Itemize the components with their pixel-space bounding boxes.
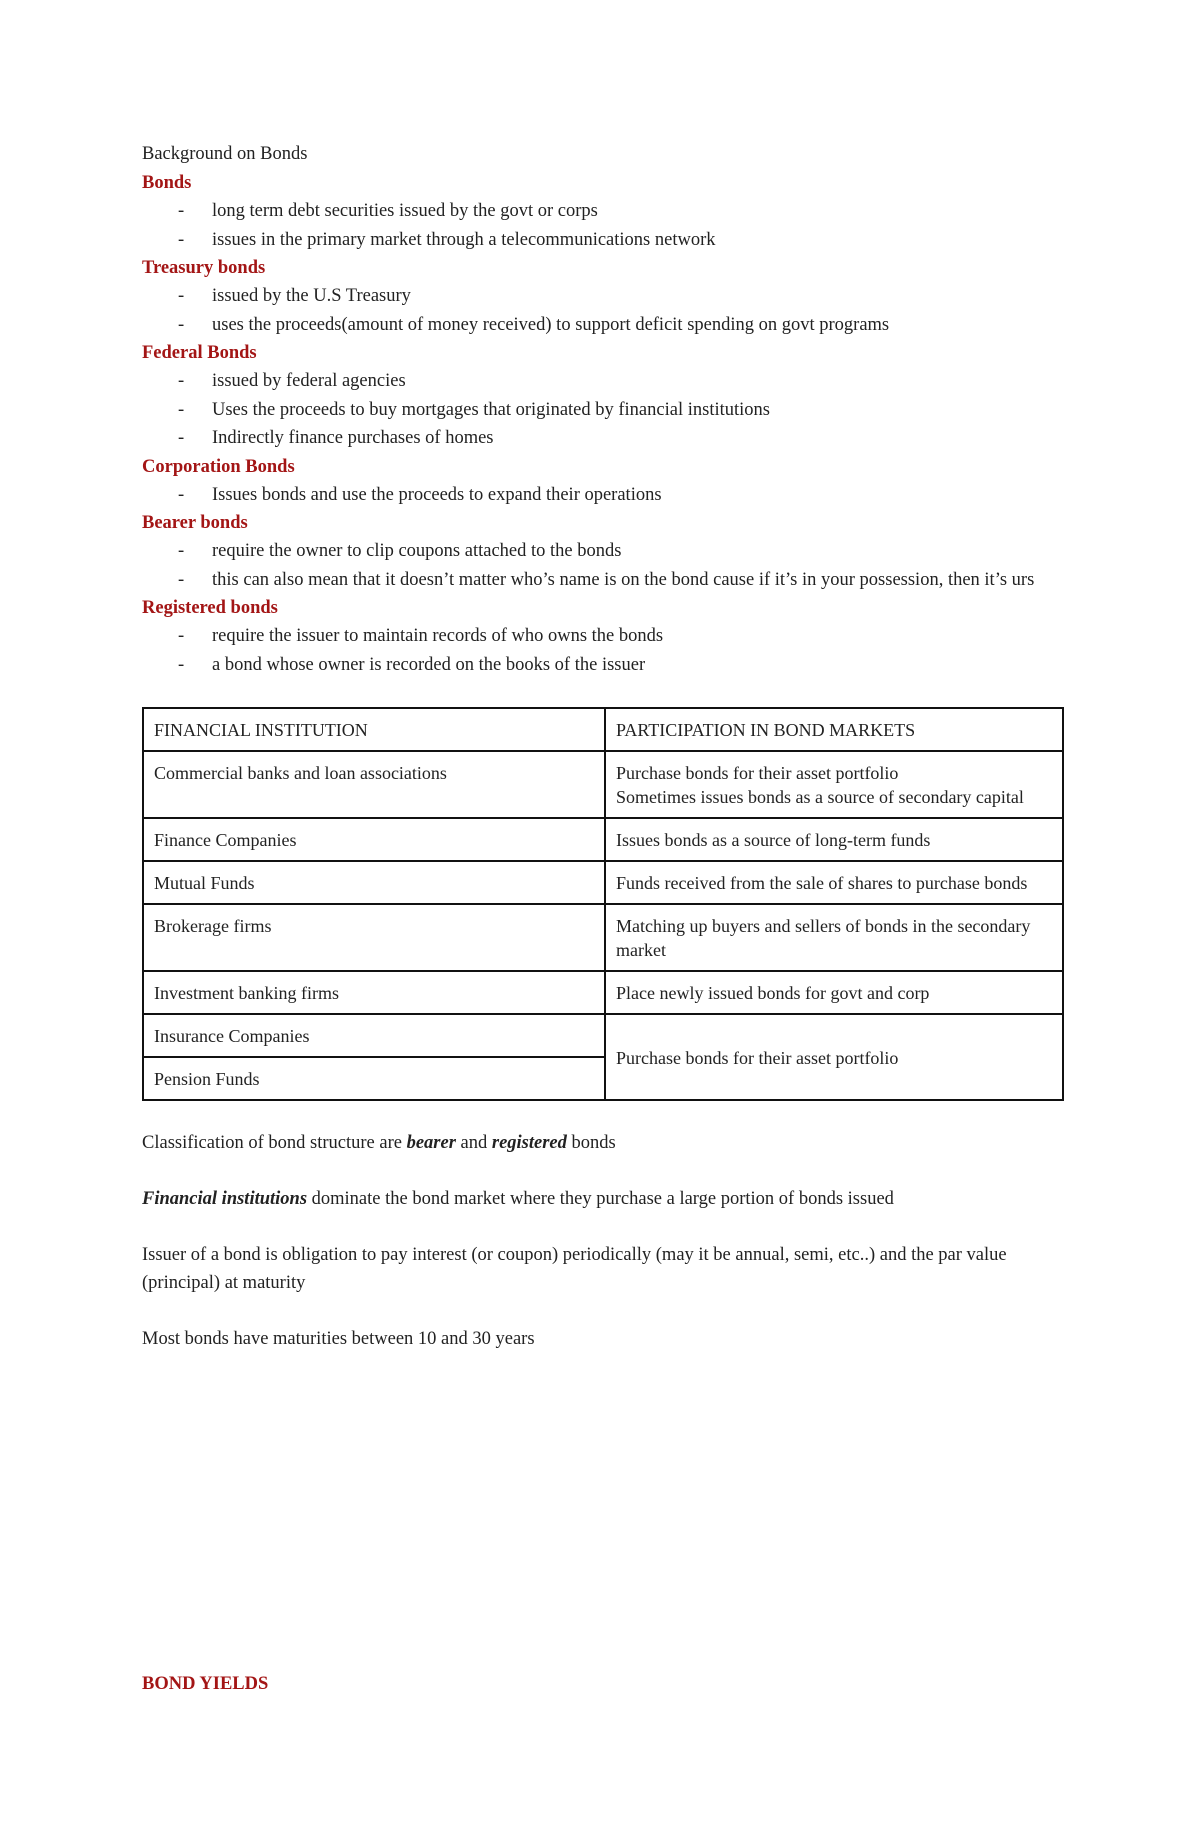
table-cell-institution: Brokerage firms xyxy=(143,904,605,971)
list-item xyxy=(142,622,1062,651)
table-row xyxy=(143,751,1063,818)
emphasis-financial-institutions: Financial institutions xyxy=(142,1189,308,1209)
list-item xyxy=(142,226,1062,255)
table-header-cell: FINANCIAL INSTITUTION xyxy=(143,708,605,751)
list-item-text: issued by federal agencies xyxy=(212,371,406,391)
table-row xyxy=(143,1014,1063,1057)
section-bearer-bonds xyxy=(142,509,1062,594)
bullet-list xyxy=(142,622,1062,679)
table-row xyxy=(143,818,1063,861)
table-cell-participation: Issues bonds as a source of long-term funds xyxy=(605,818,1063,861)
list-item xyxy=(142,424,1062,453)
list-item-text: Uses the proceeds to buy mortgages that originated by financial institutions xyxy=(212,399,770,420)
list-item-text: uses the proceeds(amount of money received) to support deficit spending on govt programs xyxy=(212,314,890,335)
list-item-text: require the owner to clip coupons attached to the bonds xyxy=(212,541,622,561)
text-run: dominate the bond market where they purchase a large portion of bonds issued xyxy=(307,1189,894,1209)
bullet-list xyxy=(142,282,1062,339)
list-item xyxy=(142,282,1062,311)
section-federal-bonds xyxy=(142,339,1062,453)
section-heading: Bearer bonds xyxy=(142,513,248,533)
table-cell-institution: Commercial banks and loan associations xyxy=(143,751,605,818)
text-run: Classification of bond structure are xyxy=(142,1133,407,1153)
list-item-text: long term debt securities issued by the govt or corps xyxy=(212,201,598,221)
section-heading: Federal Bonds xyxy=(142,343,257,363)
text-run: bonds xyxy=(566,1133,616,1153)
table-cell-participation: Funds received from the sale of shares to purchase bonds xyxy=(605,861,1063,904)
table-cell-institution: Insurance Companies xyxy=(143,1014,605,1057)
list-item xyxy=(142,566,1062,595)
table-cell-institution: Investment banking firms xyxy=(143,971,605,1014)
table-cell-participation xyxy=(605,751,1063,818)
dash-bullet: - xyxy=(178,428,185,448)
section-registered-bonds xyxy=(142,594,1062,679)
list-item xyxy=(142,481,1062,510)
dash-bullet: - xyxy=(178,569,185,590)
bullet-list xyxy=(142,481,1062,510)
cell-line: Purchase bonds for their asset portfolio xyxy=(616,763,899,783)
list-item xyxy=(142,651,1062,680)
paragraph-classification xyxy=(142,1129,1042,1157)
dash-bullet: - xyxy=(178,286,185,306)
section-heading: Registered bonds xyxy=(142,598,278,618)
text-run: and xyxy=(455,1133,492,1153)
paragraph-maturities: Most bonds have maturities between 10 and 30 years xyxy=(142,1329,535,1349)
list-item xyxy=(142,396,1062,425)
dash-bullet: - xyxy=(178,541,185,561)
list-item-text: Issues bonds and use the proceeds to expand their operations xyxy=(212,484,662,505)
paragraph-financial-institutions xyxy=(142,1185,1042,1213)
section-corporation-bonds xyxy=(142,453,1062,510)
list-item xyxy=(142,311,1062,340)
list-item xyxy=(142,537,1062,566)
list-item-text: this can also mean that it doesn’t matter who’s name is on the bond cause if it’s in your possession, then it’s urs xyxy=(212,569,1035,590)
dash-bullet: - xyxy=(178,201,185,221)
list-item-text: a bond whose owner is recorded on the books of the issuer xyxy=(212,654,646,675)
bullet-list xyxy=(142,197,1062,254)
table-row xyxy=(143,861,1063,904)
table-cell-participation-merged: Purchase bonds for their asset portfolio xyxy=(605,1014,1063,1100)
dash-bullet: - xyxy=(178,626,185,646)
financial-institutions-table xyxy=(142,707,1064,1101)
table-cell-institution: Finance Companies xyxy=(143,818,605,861)
bullet-list xyxy=(142,537,1062,594)
dash-bullet: - xyxy=(178,484,185,505)
section-heading: Treasury bonds xyxy=(142,258,266,278)
list-item xyxy=(142,197,1062,226)
list-item-text: issued by the U.S Treasury xyxy=(212,286,411,306)
table-row xyxy=(143,904,1063,971)
emphasis-registered: registered xyxy=(491,1133,567,1153)
document-page xyxy=(142,140,1062,1353)
list-item-text: issues in the primary market through a telecommunications network xyxy=(212,229,716,250)
table-cell-institution: Mutual Funds xyxy=(143,861,605,904)
bond-yields-heading: BOND YIELDS xyxy=(142,1674,269,1694)
list-item-text: Indirectly finance purchases of homes xyxy=(212,428,494,448)
cell-line: Sometimes issues bonds as a source of secondary capital xyxy=(616,787,1024,807)
paragraph-issuer-obligation: Issuer of a bond is obligation to pay interest (or coupon) periodically (may it be annual, semi, etc..) and the par value (principal) at maturity xyxy=(142,1245,1007,1293)
table-row xyxy=(143,971,1063,1014)
list-item xyxy=(142,367,1062,396)
section-treasury-bonds xyxy=(142,254,1062,339)
dash-bullet: - xyxy=(178,371,185,391)
dash-bullet: - xyxy=(178,314,185,335)
section-bonds xyxy=(142,169,1062,254)
bullet-list xyxy=(142,367,1062,453)
table-cell-institution: Pension Funds xyxy=(143,1057,605,1100)
dash-bullet: - xyxy=(178,399,185,420)
table-cell-participation: Place newly issued bonds for govt and corp xyxy=(605,971,1063,1014)
page-title: Background on Bonds xyxy=(142,144,308,164)
table-header-cell: PARTICIPATION IN BOND MARKETS xyxy=(605,708,1063,751)
dash-bullet: - xyxy=(178,229,185,250)
section-heading: Bonds xyxy=(142,173,192,193)
table-header-row xyxy=(143,708,1063,751)
list-item-text: require the issuer to maintain records of who owns the bonds xyxy=(212,626,664,646)
table-cell-participation: Matching up buyers and sellers of bonds in the secondary market xyxy=(605,904,1063,971)
dash-bullet: - xyxy=(178,654,185,675)
section-heading: Corporation Bonds xyxy=(142,456,295,477)
emphasis-bearer: bearer xyxy=(406,1133,456,1153)
